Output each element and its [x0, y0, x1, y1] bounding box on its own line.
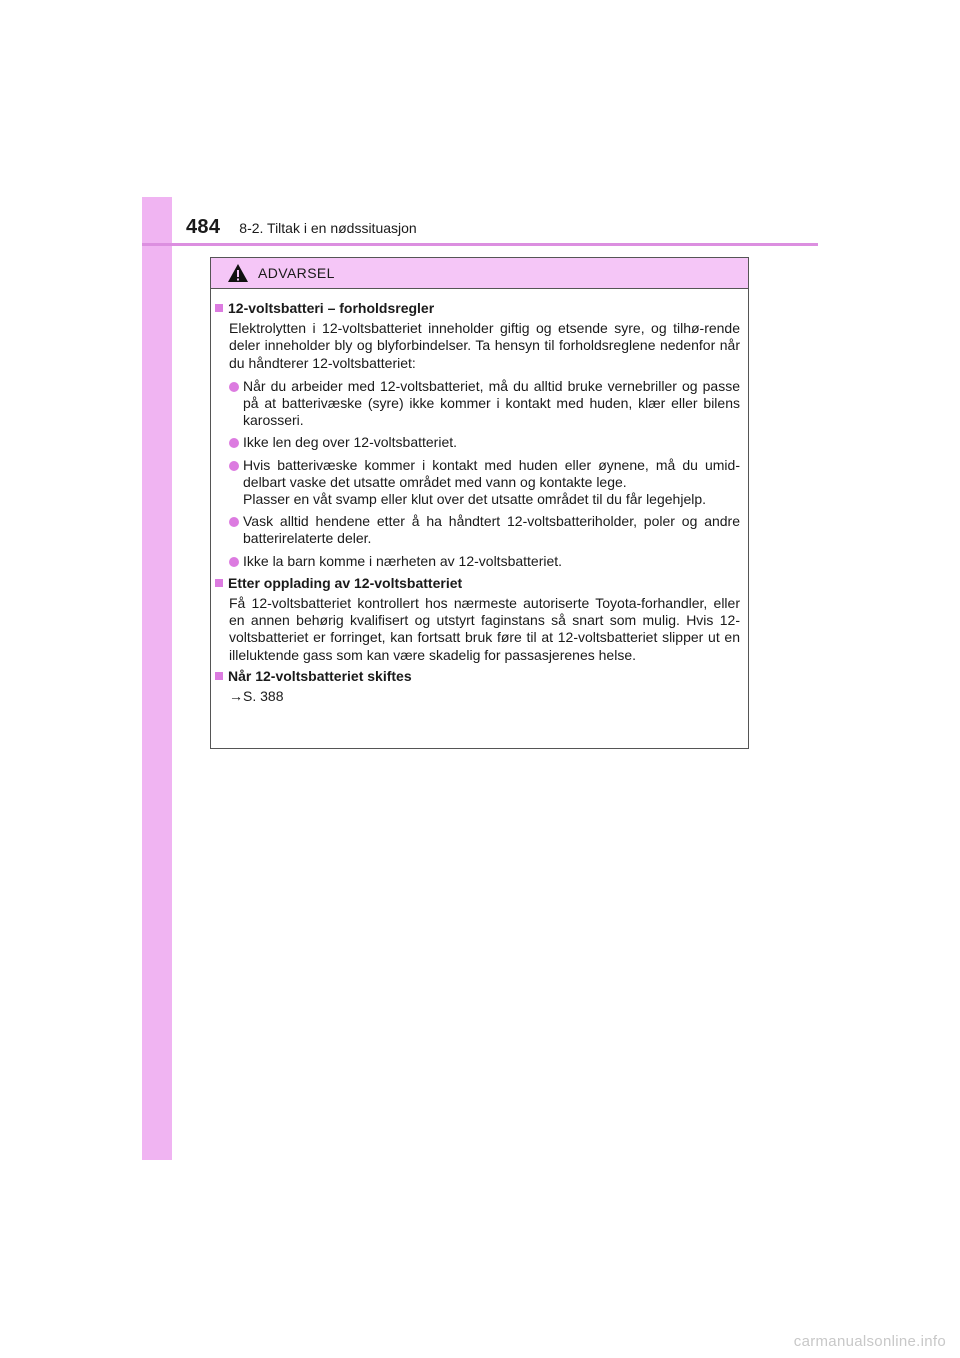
round-bullet-icon: [229, 382, 239, 392]
warning-title: ADVARSEL: [258, 265, 335, 281]
section-paragraph: Få 12-voltsbatteriet kontrollert hos nærmeste autoriserte Toyota-forhandler, eller en annen behørig kvalifisert og utstyrt faginstans så snart som mulig. Hvis 12-voltsbatteriet er forringet, kan fortsatt bruk føre til at 12-voltsbatteriet slipper ut en illeluktende gass som kan være skadelig for passasjerenes helse.: [229, 595, 740, 663]
section-heading-text: 12-voltsbatteri – forholdsregler: [228, 300, 435, 316]
bullet-text: Vask alltid hendene etter å ha håndtert 12-voltsbatteriholder, poler og andre batterirelaterte deler.: [243, 513, 740, 547]
page-header: [186, 216, 417, 242]
round-bullet-icon: [229, 557, 239, 567]
bullet-text: Hvis batterivæske kommer i kontakt med huden eller øynene, må du umid-delbart vaske det utsatte området med vann og kontakte lege.: [243, 456, 740, 490]
warning-triangle-icon: [227, 263, 249, 283]
bullet-item: [215, 513, 740, 547]
section-heading: [215, 575, 740, 592]
bullet-text: Ikke la barn komme i nærheten av 12-voltsbatteriet.: [243, 552, 563, 569]
section-heading: [215, 300, 740, 317]
section-battery-precautions: [215, 300, 740, 570]
watermark: carmanualsonline.info: [793, 1333, 946, 1350]
bullet-item: [215, 553, 740, 570]
section-heading: [215, 668, 740, 685]
page-reference-link[interactable]: →S. 388: [229, 688, 284, 705]
bullet-item: [215, 434, 740, 451]
side-color-strip: [142, 197, 172, 1160]
bullet-item: [215, 378, 740, 430]
section-after-charging: [215, 575, 740, 664]
section-title: 8-2. Tiltak i en nødssituasjon: [239, 220, 417, 236]
bullet-item: [215, 457, 740, 509]
warning-header: [211, 258, 748, 289]
warning-body: [211, 289, 748, 705]
square-bullet-icon: [215, 304, 223, 312]
section-heading-text: Når 12-voltsbatteriet skiftes: [228, 667, 412, 684]
bullet-text: Ikke len deg over 12-voltsbatteriet.: [243, 434, 458, 451]
header-divider: [142, 243, 818, 246]
section-heading-text: Etter opplading av 12-voltsbatteriet: [228, 574, 463, 591]
round-bullet-icon: [229, 438, 239, 448]
square-bullet-icon: [215, 579, 223, 587]
section-battery-replacement: [215, 668, 740, 705]
section-paragraph: Elektrolytten i 12-voltsbatteriet inneholder giftig og etsende syre, og tilhø-rende deler inneholder bly og blyforbindelser. Ta hensyn til forholdsreglene nedenfor når du håndterer 12-voltsbatteriet:: [229, 320, 740, 371]
bullet-text-group: [243, 457, 740, 509]
square-bullet-icon: [215, 672, 223, 680]
bullet-text: Når du arbeider med 12-voltsbatteriet, må du alltid bruke vernebriller og passe på at batterivæske (syre) ikke kommer i kontakt med huden, klær eller bilens karosseri.: [243, 377, 740, 429]
bullet-text-extra: Plasser en våt svamp eller klut over det utsatte området til du får legehjelp.: [243, 491, 707, 508]
warning-box: [210, 257, 749, 749]
page-number: 484: [186, 216, 221, 238]
round-bullet-icon: [229, 517, 239, 527]
round-bullet-icon: [229, 461, 239, 471]
bullet-list: [215, 378, 740, 570]
